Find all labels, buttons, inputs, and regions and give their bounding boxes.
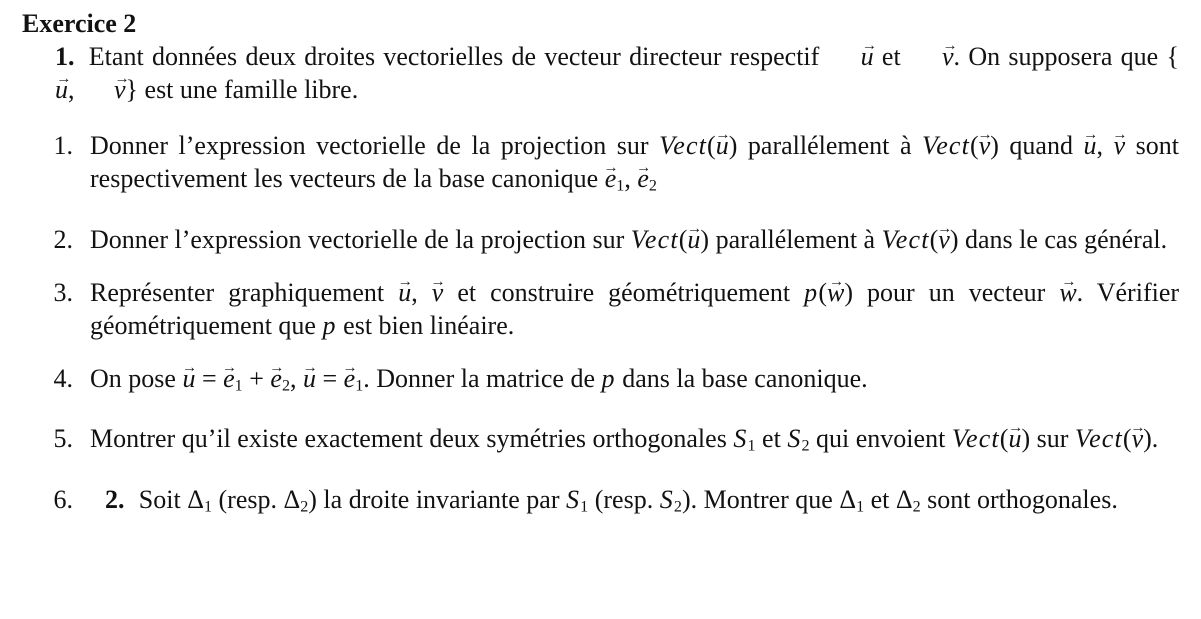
text-run: , xyxy=(624,164,638,193)
subscript: 2 xyxy=(801,437,810,455)
vector-symbol: v → xyxy=(909,38,954,73)
question-item-6 xyxy=(22,483,1179,524)
math-var: Vect xyxy=(881,224,930,254)
math-var: S xyxy=(733,424,748,454)
bold-number: 2. xyxy=(105,484,125,514)
vector-symbol: u → xyxy=(303,359,316,394)
math-var: Vect xyxy=(659,131,708,160)
item-number: 5. xyxy=(53,424,73,454)
text-run: ( xyxy=(999,424,1009,454)
math-var: Vect xyxy=(951,424,1000,454)
text-run: Soit Δ xyxy=(138,484,204,514)
question-text xyxy=(90,129,1179,203)
text-run: et xyxy=(873,42,909,71)
text-run: = xyxy=(195,363,224,393)
subscript: 2 xyxy=(673,498,682,516)
text-run: (resp. Δ xyxy=(212,484,301,514)
text-run: ( xyxy=(970,131,979,160)
text-run: } est une famille libre. xyxy=(125,75,359,104)
text-run: + xyxy=(242,363,271,393)
vector-symbol: u → xyxy=(22,71,68,106)
math-var: p xyxy=(601,363,616,393)
intro-paragraph xyxy=(22,40,1179,106)
text-run: qui envoient xyxy=(809,424,952,454)
text-run: sont orthogonales. xyxy=(920,484,1118,514)
vector-symbol: v → xyxy=(432,273,444,308)
subscript: 1 xyxy=(856,498,865,516)
subscript: 1 xyxy=(616,177,625,195)
vector-symbol: u → xyxy=(716,127,729,162)
text-run: Montrer qu’il existe exactement deux symétries orthogonales xyxy=(90,424,734,454)
vector-symbol: u → xyxy=(182,359,195,394)
question-text xyxy=(90,422,1179,463)
exercise-title: Exercice 2 xyxy=(22,9,137,38)
text-run: et xyxy=(755,424,788,454)
text-run: . Donner la matrice de xyxy=(363,363,602,393)
text-run: ) pour un vecteur xyxy=(844,277,1060,307)
question-list xyxy=(22,129,1179,523)
math-var: p xyxy=(322,310,337,340)
vector-symbol: u → xyxy=(1084,127,1097,162)
vector-symbol: u → xyxy=(828,38,874,73)
text-run: . On supposera que { xyxy=(953,42,1179,71)
item-number: 6. xyxy=(53,484,73,514)
subscript: 1 xyxy=(234,377,243,395)
math-var: S xyxy=(659,484,674,514)
text-run: , xyxy=(411,277,432,307)
text-run: ( xyxy=(818,277,827,307)
question-item-4 xyxy=(22,362,1179,403)
text-run: , xyxy=(290,363,303,393)
text-run: ( xyxy=(929,224,939,254)
text-run: ) parallélement à xyxy=(728,131,923,160)
math-var: S xyxy=(787,424,802,454)
item-number: 4. xyxy=(53,363,73,393)
text-run: Donner l’expression vectorielle de la projection sur xyxy=(90,224,631,254)
text-run: est bien linéaire. xyxy=(336,310,515,340)
text-run: ) quand xyxy=(990,131,1084,160)
subscript: 2 xyxy=(648,177,657,195)
text-run: et construire géométriquement xyxy=(443,277,805,307)
vector-symbol: w → xyxy=(1059,273,1076,308)
question-text xyxy=(90,362,1179,403)
text-run: , xyxy=(68,75,81,104)
subscript: 1 xyxy=(203,498,212,516)
vector-symbol: e → xyxy=(605,160,617,195)
text-run: sont respectivement les vecteurs de la base canonique xyxy=(90,131,1180,193)
subscript: 1 xyxy=(747,437,756,455)
vector-symbol: v → xyxy=(81,71,126,106)
vector-symbol: e → xyxy=(344,359,356,394)
subscript: 2 xyxy=(912,498,921,516)
text-run: . Vérifier géométriquement que xyxy=(90,277,1180,340)
math-var: Vect xyxy=(922,131,971,160)
text-run: ) la droite invariante par xyxy=(308,484,566,514)
text-run: ) parallélement à xyxy=(700,224,882,254)
vector-symbol: u → xyxy=(1008,420,1021,455)
text-run: Etant données deux droites vectorielles de vecteur directeur respectif xyxy=(88,42,828,71)
text-run: ( xyxy=(678,224,688,254)
text-run: ). xyxy=(1143,424,1159,454)
vector-symbol: v → xyxy=(979,127,991,162)
bold-number: 1. xyxy=(55,42,75,71)
text-run: , xyxy=(1096,131,1114,160)
subscript: 1 xyxy=(355,377,364,395)
item-number: 3. xyxy=(53,277,73,307)
vector-symbol: u → xyxy=(687,220,700,255)
question-text xyxy=(90,276,1179,342)
text-run: dans la base canonique. xyxy=(615,363,868,393)
item-number: 1. xyxy=(53,131,73,160)
question-text xyxy=(90,223,1179,256)
text-run: Donner l’expression vectorielle de la projection sur xyxy=(90,131,660,160)
text-run: = xyxy=(316,363,344,393)
subscript: 2 xyxy=(300,498,309,516)
question-text xyxy=(90,483,1179,524)
vector-symbol: v → xyxy=(938,220,950,255)
math-var: Vect xyxy=(630,224,679,254)
text-run: ) sur xyxy=(1021,424,1075,454)
vector-symbol: v → xyxy=(1132,420,1144,455)
text-run: (resp. xyxy=(588,484,660,514)
text-run: ( xyxy=(707,131,716,160)
vector-symbol: w → xyxy=(827,273,844,308)
math-var: p xyxy=(804,277,819,307)
text-run: ( xyxy=(1122,424,1132,454)
subscript: 1 xyxy=(580,498,589,516)
text-run: On pose xyxy=(90,363,183,393)
vector-symbol: v → xyxy=(1114,127,1126,162)
question-item-3 xyxy=(22,276,1179,342)
text-run: et Δ xyxy=(864,484,913,514)
item-number: 2. xyxy=(53,224,73,254)
vector-symbol: e → xyxy=(270,359,282,394)
vector-symbol: e → xyxy=(637,160,649,195)
vector-symbol: e → xyxy=(223,359,235,394)
math-var: S xyxy=(565,484,581,514)
question-item-2 xyxy=(22,223,1179,256)
question-item-5 xyxy=(22,422,1179,463)
text-run: Représenter graphiquement xyxy=(90,277,399,307)
text-run: ). Montrer que Δ xyxy=(681,484,857,514)
question-item-1 xyxy=(22,129,1179,203)
vector-symbol: u → xyxy=(398,273,411,308)
subscript: 2 xyxy=(281,377,290,395)
text-run: ) dans le cas général. xyxy=(949,224,1168,254)
math-var: Vect xyxy=(1074,424,1123,454)
